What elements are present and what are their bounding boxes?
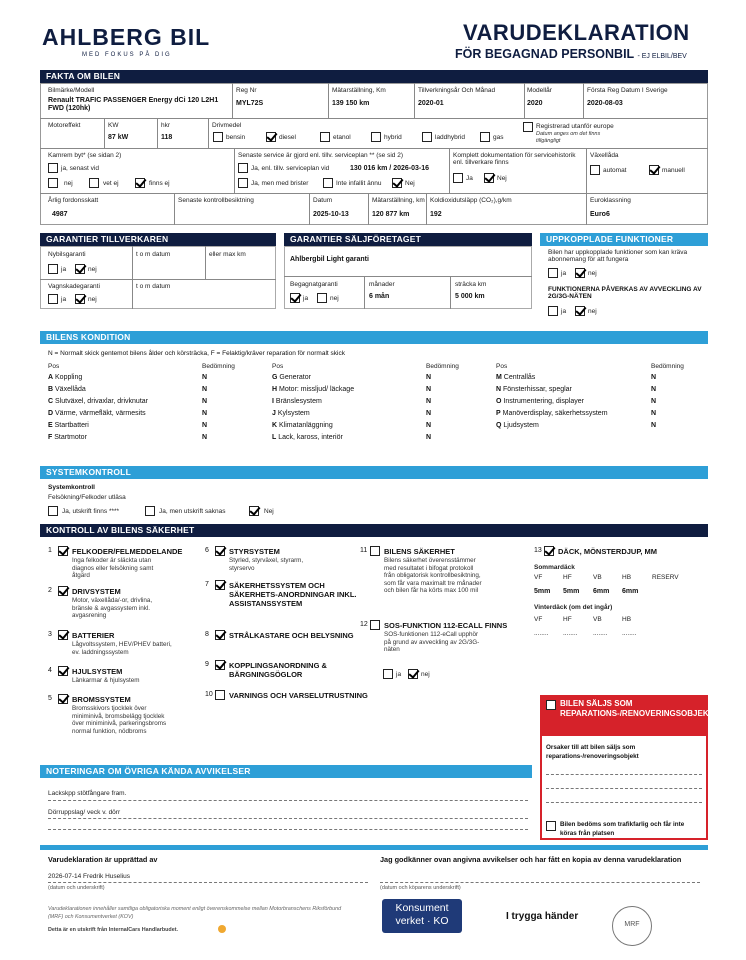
- docs-no-label: Nej: [497, 175, 507, 182]
- inspection-mileage-label: Mätarställning, km: [372, 197, 425, 204]
- safety-item-number: 6: [205, 547, 209, 554]
- gearbox-label: Växellåda: [590, 152, 619, 159]
- ecall-no-checkbox[interactable]: [408, 669, 418, 679]
- used-warranty-yes-label: ja: [303, 295, 309, 302]
- safety-item-desc: Inga felkoder är släckta utan diagnos eller felsökning samt åtgärd: [72, 557, 154, 580]
- condition-letter: C: [48, 398, 54, 405]
- safety-item-number: 8: [205, 631, 209, 638]
- docs-yes-checkbox[interactable]: [453, 173, 463, 183]
- section-garanti-salj: GARANTIER SÄLJFÖRETAGET: [284, 233, 532, 246]
- section-fakta: FAKTA OM BILEN: [40, 70, 708, 83]
- safety-item-desc: Lågvoltssystem, HEV/PHEV batteri, ev. laddningssystem: [72, 641, 172, 656]
- mileage-label: Mätarställning, Km: [332, 87, 386, 94]
- page-subtitle: FÖR BEGAGNAD PERSONBIL - EJ ELBIL/BEV: [455, 47, 687, 61]
- rating-header-2: Bedömning: [426, 363, 459, 370]
- mileage-value: 139 150 km: [332, 100, 370, 107]
- tyre-summer-value: 5mm: [534, 588, 551, 595]
- ko-line-1: Konsument: [395, 902, 449, 914]
- condition-text: Generator: [279, 374, 311, 381]
- safety-item-checkbox[interactable]: [215, 580, 225, 590]
- condition-item: [496, 374, 535, 382]
- timing-none-checkbox[interactable]: [135, 178, 145, 188]
- warranty-months-value: 6 mån: [369, 293, 390, 300]
- condition-rating: N: [426, 422, 432, 429]
- condition-letter: A: [48, 374, 54, 381]
- warranty-km-label: eller max km: [209, 251, 246, 258]
- condition-item: [48, 386, 86, 394]
- fuel-gas-checkbox[interactable]: [480, 132, 490, 142]
- safety-item-desc: Bromsskivors tjocklek över miniminivå, bromsbelägg tjocklek över miniminivå, parkeringsbroms normal funktion, nödbroms: [72, 705, 167, 735]
- tyre-winter-value: ........: [563, 630, 578, 637]
- used-warranty-label: Begagnatgaranti: [290, 281, 338, 288]
- safety-item-checkbox[interactable]: [215, 546, 225, 556]
- paint-warranty-date-label: t o m datum: [136, 283, 171, 290]
- first-reg-value: 2020-08-03: [587, 100, 623, 107]
- condition-item: [48, 422, 89, 430]
- safety-item-desc: Styrled, styrväxel, styrarm, styrservo: [229, 557, 304, 572]
- safety-item-number: 12: [360, 621, 368, 628]
- condition-letter: M: [496, 374, 502, 381]
- fuel-diesel-label: diesel: [279, 134, 296, 141]
- unsafe-checkbox[interactable]: [546, 821, 556, 831]
- brand-value: Renault TRAFIC PASSENGER Energy dCi 120 L2H1 FWD (120hk): [48, 97, 219, 113]
- tyre-col-summer: VB: [593, 574, 602, 581]
- reg-value: MYL72S: [236, 100, 264, 107]
- timing-none-label: finns ej: [149, 180, 170, 187]
- service-partial-checkbox[interactable]: [238, 178, 248, 188]
- power-label: Motoreffekt: [48, 122, 81, 129]
- condition-text: Slutväxel, drivaxlar, drivknutar: [55, 398, 148, 405]
- tyre-col-summer: RESERV: [652, 574, 679, 581]
- safety-item-title: DÄCK, MÖNSTERDJUP, MM: [558, 547, 658, 556]
- brand-label: Bilmärke/Modell: [48, 87, 95, 94]
- tyre-col-summer: HF: [563, 574, 572, 581]
- summer-tyres-label: Sommardäck: [534, 564, 575, 571]
- tyre-col-winter: VB: [593, 616, 602, 623]
- model-year-value: 2020: [527, 100, 543, 107]
- safety-item-title: HJULSYSTEM: [72, 667, 123, 676]
- paint-warranty-no-checkbox[interactable]: [75, 294, 85, 304]
- fuel-etanol-label: etanol: [333, 134, 351, 141]
- condition-rating: N: [202, 374, 208, 381]
- timing-belt-label: Kamrem byt* (se sidan 2): [48, 152, 122, 159]
- timing-no-label: nej: [64, 180, 73, 187]
- condition-rating: N: [426, 434, 432, 441]
- ecall-no-label: nej: [421, 671, 430, 678]
- safety-item-title: BROMSSYSTEM: [72, 695, 131, 704]
- mrf-seal: [612, 906, 652, 946]
- co2-label: Koldioxidutsläpp (CO₂),g/km: [430, 197, 512, 204]
- network-yes-label: ja: [561, 308, 567, 315]
- condition-letter: H: [272, 386, 278, 393]
- fuel-laddhybrid-checkbox[interactable]: [422, 132, 432, 142]
- safety-item-number: 9: [205, 661, 209, 668]
- tyre-col-summer: HB: [622, 574, 632, 581]
- gear-auto-checkbox[interactable]: [590, 165, 600, 175]
- reg-label: Reg Nr: [236, 87, 257, 94]
- condition-text: Startmotor: [54, 434, 87, 441]
- condition-rating: N: [202, 434, 208, 441]
- ecall-yes-checkbox[interactable]: [383, 669, 393, 679]
- gear-manual-label: manuell: [662, 167, 685, 174]
- condition-legend: N = Normalt skick gentemot bilens ålder och körsträcka, F = Felaktig/kräver reparation för normalt skick: [48, 350, 345, 357]
- faults-no-checkbox[interactable]: [249, 506, 259, 516]
- repair-title: BILEN SÄLJS SOM REPARATIONS-/RENOVERINGSOBJEKT: [560, 699, 714, 719]
- faults-printout-checkbox[interactable]: [48, 506, 58, 516]
- safety-item-title: VARNINGS OCH VARSELUTRUSTNING: [229, 691, 368, 700]
- timing-dunno-checkbox[interactable]: [89, 178, 99, 188]
- note-line-1: Lackskpp stötfångare fram.: [48, 790, 127, 797]
- rating-header-1: Bedömning: [202, 363, 235, 370]
- service-none-label: Inte infallit ännu: [336, 180, 382, 187]
- service-yes-checkbox[interactable]: [238, 163, 248, 173]
- repair-checkbox[interactable]: [546, 700, 556, 710]
- safety-item-number: 13: [534, 547, 542, 554]
- tax-value: 4987: [52, 211, 68, 218]
- safety-item-number: 7: [205, 581, 209, 588]
- connected-question: Bilen har uppkopplade funktioner som kan kräva abonnemang för att fungera: [548, 249, 688, 264]
- condition-text: Lack, kaross, interiör: [278, 434, 343, 441]
- safety-item-number: 5: [48, 695, 52, 702]
- safety-item-desc: Länkarmar & hjulsystem: [72, 677, 140, 684]
- printed-from-text: Detta är en utskrift från InternalCars Handlarbudet.: [48, 927, 179, 933]
- fuel-hybrid-label: hybrid: [384, 134, 402, 141]
- tyre-col-winter: HF: [563, 616, 572, 623]
- tyre-col-summer: VF: [534, 574, 543, 581]
- safety-item-desc: Bilens säkerhet överensstämmer med resultatet i bifogat protokoll från obligatorisk kontrollbesiktning, som får vara maximalt tre månader och bilen får ha körts max 100 mil: [384, 557, 482, 595]
- faults-no-label: Nej: [264, 508, 274, 515]
- paint-warranty-yes-label: ja: [61, 296, 67, 303]
- issued-by-value: 2026-07-14 Fredrik Huselius: [48, 873, 131, 880]
- safety-item-title: SOS-FUNKTION 112-ECALL FINNS: [384, 621, 508, 630]
- safety-item-title: STRÅLKASTARE OCH BELYSNING: [229, 631, 354, 640]
- brand-tagline: MED FOKUS PÅ DIG: [82, 52, 172, 58]
- safety-item-title: BILENS SÄKERHET: [384, 547, 455, 556]
- paint-warranty-label: Vagnskadegaranti: [48, 283, 100, 290]
- docs-label: Komplett dokumentation för servicehistorik enl. tillverkare finns: [453, 152, 576, 167]
- section-noteringar: NOTERINGAR OM ÖVRIGA KÄNDA AVVIKELSER: [40, 765, 532, 778]
- warranty-km-label-2: sträcka km: [455, 281, 487, 288]
- buyer-approval-label: Jag godkänner ovan angivna avvikelser och har fått en kopia av denna varudeklaration: [380, 855, 682, 864]
- legal-text: Varudeklarationen innehåller samtliga obligatoriska moment enligt överenskommelse mellan Motorbranschens Riksförbund (MRF) och Konsumentverket (KOV): [48, 906, 342, 921]
- ecall-yes-label: ja: [396, 671, 402, 678]
- note-line-2: Dörruppslag/ veck v. dörr: [48, 809, 121, 816]
- service-no-checkbox[interactable]: [392, 178, 402, 188]
- condition-item: [272, 386, 354, 394]
- condition-text: Startbatteri: [54, 422, 89, 429]
- page-title: VARUDEKLARATION: [463, 20, 690, 45]
- used-warranty-yes-checkbox[interactable]: [290, 293, 300, 303]
- warranty-date-label: t o m datum: [136, 251, 171, 258]
- trygga-hander-text: I trygga händer: [506, 911, 579, 922]
- condition-letter: O: [496, 398, 502, 405]
- condition-item: [272, 398, 322, 406]
- pos-header-2: Pos: [272, 363, 284, 370]
- safety-item-number: 4: [48, 667, 52, 674]
- condition-letter: I: [272, 398, 274, 405]
- fuel-laddhybrid-label: laddhybrid: [435, 134, 465, 141]
- condition-letter: N: [496, 386, 502, 393]
- tax-label: Årlig fordonsskatt: [48, 197, 99, 204]
- konsumentverket-logo: [382, 899, 462, 933]
- service-label: Senaste service är gjord enl. tillv. serviceplan ** (se sid 2): [238, 152, 403, 159]
- kw-label: KW: [108, 122, 119, 129]
- condition-text: Värme, värmefläkt, värmesits: [55, 410, 146, 417]
- docs-no-checkbox[interactable]: [484, 173, 494, 183]
- condition-text: Koppling: [55, 374, 83, 381]
- inspection-date-value: 2025-10-13: [313, 211, 349, 218]
- condition-letter: K: [272, 422, 278, 429]
- safety-item-desc: SOS-funktionen 112-eCall upphör på grund av avveckling av 2G/3G-näten: [384, 631, 480, 654]
- faults-printout-label: Ja, utskrift finns ****: [62, 508, 120, 515]
- condition-item: [48, 410, 146, 418]
- condition-item: [48, 374, 82, 382]
- tyre-winter-value: ........: [593, 630, 608, 637]
- safety-item-title: BATTERIER: [72, 631, 115, 640]
- safety-item-title: KOPPLINGSANORDNING & BÄRGNINGSÖGLOR: [229, 661, 327, 679]
- new-warranty-no-label: nej: [88, 266, 97, 273]
- condition-rating: N: [651, 422, 657, 429]
- condition-text: Växellåda: [55, 386, 86, 393]
- docs-yes-label: Ja: [466, 175, 473, 182]
- warranty-months-label: månader: [369, 281, 395, 288]
- network-yes-checkbox[interactable]: [548, 306, 558, 316]
- section-kondition: BILENS KONDITION: [40, 331, 708, 344]
- model-year-label: Modellår: [527, 87, 552, 94]
- pos-header-3: Pos: [496, 363, 508, 370]
- condition-letter: E: [48, 422, 53, 429]
- timing-no-checkbox[interactable]: [48, 178, 58, 188]
- new-warranty-yes-checkbox[interactable]: [48, 264, 58, 274]
- safety-item-title: SÄKERHETSSYSTEM OCH SÄKERHETS-ANORDNINGAR INKL. ASSISTANSSYSTEM: [229, 581, 357, 608]
- condition-item: [48, 398, 148, 406]
- timing-dunno-label: vet ej: [103, 180, 119, 187]
- brand-logo: AHLBERG BIL: [42, 24, 211, 50]
- tyre-summer-value: 6mm: [593, 588, 610, 595]
- safety-item-checkbox[interactable]: [215, 690, 225, 700]
- safety-item-checkbox[interactable]: [58, 666, 68, 676]
- new-warranty-no-checkbox[interactable]: [75, 264, 85, 274]
- tyre-col-winter: VF: [534, 616, 543, 623]
- service-yes-label: Ja, enl. tillv. serviceplan vid: [251, 165, 330, 172]
- condition-item: [272, 410, 310, 418]
- section-sakerhet: KONTROLL AV BILENS SÄKERHET: [40, 524, 708, 537]
- system-control-label: Systemkontroll: [48, 484, 95, 491]
- condition-rating: N: [426, 410, 432, 417]
- seller-warranty-name: Ahlbergbil Light garanti: [290, 256, 369, 263]
- network-question: FUNKTIONERNA PÅVERKAS AV AVVECKLING AV 2G/3G-NÄTEN: [548, 286, 702, 301]
- condition-rating: N: [651, 410, 657, 417]
- safety-item-checkbox[interactable]: [215, 630, 225, 640]
- section-systemkontroll: SYSTEMKONTROLL: [40, 466, 708, 479]
- winter-tyres-label: Vinterdäck (om det ingår): [534, 604, 613, 611]
- safety-item-checkbox[interactable]: [58, 630, 68, 640]
- new-warranty-yes-label: ja: [61, 266, 67, 273]
- service-no-label: Nej: [405, 180, 415, 187]
- condition-item: [496, 410, 608, 418]
- condition-rating: N: [651, 398, 657, 405]
- new-car-warranty-label: Nybilsgaranti: [48, 251, 86, 258]
- tyre-winter-value: ........: [534, 630, 549, 637]
- timing-yes-checkbox[interactable]: [48, 163, 58, 173]
- repair-reason-label: Orsaker till att bilen säljs som reparations-/renoveringsobjekt: [546, 744, 639, 761]
- condition-rating: N: [651, 386, 657, 393]
- fuel-hybrid-checkbox[interactable]: [371, 132, 381, 142]
- condition-text: Klimatanläggning: [279, 422, 333, 429]
- safety-item-number: 2: [48, 587, 52, 594]
- signature-hint-1: (datum och underskrift): [48, 885, 105, 891]
- hk-value: 118: [161, 134, 173, 141]
- section-garanti-tillverkare: GARANTIER TILLVERKAREN: [40, 233, 276, 246]
- safety-item-checkbox[interactable]: [544, 546, 554, 556]
- connected-no-checkbox[interactable]: [575, 268, 585, 278]
- euro-value: Euro6: [590, 211, 610, 218]
- condition-item: [272, 374, 311, 382]
- condition-letter: F: [48, 434, 53, 441]
- fuel-diesel-checkbox[interactable]: [266, 132, 276, 142]
- safety-item-checkbox[interactable]: [58, 546, 68, 556]
- paint-warranty-yes-checkbox[interactable]: [48, 294, 58, 304]
- mrf-seal-text: MRF: [624, 921, 640, 928]
- safety-item-checkbox[interactable]: [215, 660, 225, 670]
- tyre-summer-value: 6mm: [622, 588, 639, 595]
- network-no-label: nej: [588, 308, 597, 315]
- condition-text: Manöverdisplay, säkerhetssystem: [502, 410, 608, 417]
- condition-rating: N: [426, 398, 432, 405]
- condition-rating: N: [202, 386, 208, 393]
- condition-rating: N: [426, 374, 432, 381]
- condition-text: Kylsystem: [277, 410, 310, 417]
- first-reg-label: Första Reg Datum I Sverige: [587, 87, 668, 94]
- condition-item: [272, 422, 333, 430]
- faults-noprint-checkbox[interactable]: [145, 506, 155, 516]
- condition-letter: J: [272, 410, 276, 417]
- safety-item-checkbox[interactable]: [58, 586, 68, 596]
- safety-item-title: STYRSYSTEM: [229, 547, 280, 556]
- fuel-bensin-checkbox[interactable]: [213, 132, 223, 142]
- tyre-winter-value: ........: [622, 630, 637, 637]
- reg-outside-checkbox[interactable]: [523, 122, 533, 132]
- issued-by-label: Varudeklaration är upprättad av: [48, 855, 158, 864]
- tyre-summer-value: 5mm: [563, 588, 580, 595]
- safety-item-desc: Motor, växellåda/-or, drivlina, bränsle & avgassystem inkl. avgasrening: [72, 597, 153, 620]
- safety-item-checkbox[interactable]: [58, 694, 68, 704]
- service-partial-label: Ja, men med brister: [251, 180, 309, 187]
- inspection-mileage-value: 120 877 km: [372, 211, 410, 218]
- reg-outside-note: Datum anges om det finns tillgängligt: [536, 131, 601, 144]
- section-uppkopplade: UPPKOPPLADE FUNKTIONER: [540, 233, 708, 246]
- kw-value: 87 kW: [108, 134, 129, 141]
- safety-item-number: 1: [48, 547, 52, 554]
- condition-letter: G: [272, 374, 278, 381]
- condition-item: [496, 386, 572, 394]
- condition-rating: N: [202, 398, 208, 405]
- timing-yes-label: ja, senast vid: [61, 165, 99, 172]
- tyre-col-winter: HB: [622, 616, 632, 623]
- hk-label: hkr: [161, 122, 171, 129]
- condition-letter: D: [48, 410, 54, 417]
- fuel-gas-label: gas: [493, 134, 504, 141]
- safety-item-checkbox[interactable]: [370, 546, 380, 556]
- condition-rating: N: [426, 386, 432, 393]
- condition-item: [48, 434, 87, 442]
- condition-text: Centrallås: [503, 374, 536, 381]
- condition-item: [496, 398, 584, 406]
- condition-letter: Q: [496, 422, 502, 429]
- faults-noprint-label: Ja, men utskrift saknas: [159, 508, 226, 515]
- gear-manual-checkbox[interactable]: [649, 165, 659, 175]
- faults-label: Felsökning/Felkoder utläsa: [48, 494, 126, 501]
- paint-warranty-no-label: nej: [88, 296, 97, 303]
- condition-rating: N: [202, 422, 208, 429]
- fuel-etanol-checkbox[interactable]: [320, 132, 330, 142]
- manuf-value: 2020-01: [418, 100, 444, 107]
- connected-no-label: nej: [588, 270, 597, 277]
- service-none-checkbox[interactable]: [323, 178, 333, 188]
- condition-rating: N: [202, 410, 208, 417]
- condition-letter: P: [496, 410, 501, 417]
- fuel-bensin-label: bensin: [226, 134, 246, 141]
- safety-item-number: 11: [360, 547, 368, 554]
- pos-header-1: Pos: [48, 363, 60, 370]
- safety-item-number: 10: [205, 691, 213, 698]
- gear-auto-label: automat: [603, 167, 627, 174]
- condition-letter: B: [48, 386, 54, 393]
- condition-item: [496, 422, 539, 430]
- safety-item-title: FELKODER/FELMEDDELANDE: [72, 547, 183, 556]
- unsafe-label: Bilen bedöms som trafikfarlig och får inte köras från platsen: [560, 821, 685, 838]
- condition-text: Ljudsystem: [503, 422, 539, 429]
- reg-outside-label: Registrerad utanför europe: [536, 123, 614, 130]
- co2-value: 192: [430, 211, 442, 218]
- condition-text: Bränslesystem: [275, 398, 322, 405]
- inspection-label: Senaste kontrollbesiktning: [178, 197, 254, 204]
- condition-rating: N: [651, 374, 657, 381]
- ko-line-2: verket · KO: [395, 914, 449, 927]
- inspection-date-label: Datum: [313, 197, 333, 204]
- connected-yes-label: ja: [561, 270, 567, 277]
- network-no-checkbox[interactable]: [575, 306, 585, 316]
- info-icon: [218, 925, 226, 933]
- safety-item-title: DRIVSYSTEM: [72, 587, 121, 596]
- condition-text: Motor: missljud/ läckage: [279, 386, 355, 393]
- safety-item-checkbox[interactable]: [370, 620, 380, 630]
- condition-text: Fönsterhissar, speglar: [503, 386, 572, 393]
- euro-label: Euroklassning: [590, 197, 631, 204]
- manuf-label: Tillverkningsår Och Månad: [418, 87, 496, 94]
- condition-text: Instrumentering, displayer: [503, 398, 584, 405]
- used-warranty-no-label: nej: [330, 295, 339, 302]
- rating-header-3: Bedömning: [651, 363, 684, 370]
- fuel-label: Drivmedel: [212, 122, 242, 129]
- service-value: 130 016 km / 2026-03-16: [350, 165, 430, 172]
- condition-item: [272, 434, 343, 442]
- condition-letter: L: [272, 434, 277, 441]
- used-warranty-no-checkbox[interactable]: [317, 293, 327, 303]
- safety-item-number: 3: [48, 631, 52, 638]
- warranty-km-value: 5 000 km: [455, 293, 485, 300]
- connected-yes-checkbox[interactable]: [548, 268, 558, 278]
- signature-hint-2: (datum och köparens underskrift): [380, 885, 461, 891]
